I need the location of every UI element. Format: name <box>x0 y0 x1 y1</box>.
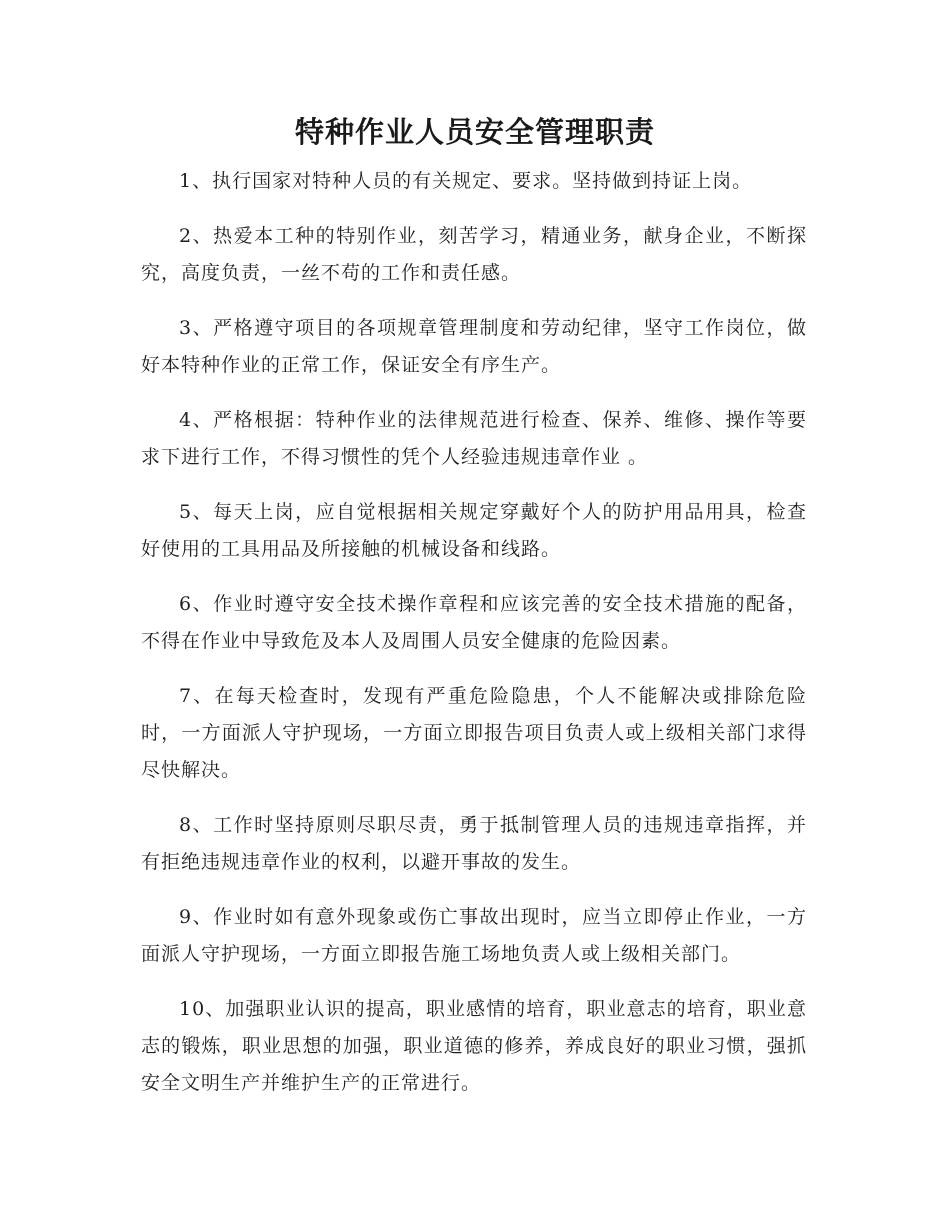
paragraph-3: 3、严格遵守项目的各项规章管理制度和劳动纪律，坚守工作岗位，做好本特种作业的正常工作，保证安全有序生产。 <box>141 317 807 376</box>
paragraph-7: 7、在每天检查时，发现有严重危险隐患，个人不能解决或排除危险时，一方面派人守护现场，一方面立即报告项目负责人或上级相关部门求得尽快解决。 <box>141 685 807 781</box>
paragraph-10: 10、加强职业认识的提高，职业感情的培育，职业意志的培育，职业意志的锻炼，职业思想的加强，职业道德的修养，养成良好的职业习惯，强抓安全文明生产并维护生产的正常进行。 <box>141 998 807 1094</box>
paragraph-6: 6、作业时遵守安全技术操作章程和应该完善的安全技术措施的配备，不得在作业中导致危及本人及周围人员安全健康的危险因素。 <box>141 593 807 652</box>
paragraph-8: 8、工作时坚持原则尽职尽责，勇于抵制管理人员的违规违章指挥，并有拒绝违规违章作业的权利，以避开事故的发生。 <box>141 814 807 873</box>
document-title: 特种作业人员安全管理职责 <box>294 115 655 149</box>
paragraph-1: 1、执行国家对特种人员的有关规定、要求。坚持做到持证上岗。 <box>179 170 753 192</box>
paragraph-5: 5、每天上岗，应自觉根据相关规定穿戴好个人的防护用品用具，检查好使用的工具用品及所接触的机械设备和线路。 <box>141 501 807 560</box>
paragraph-2: 2、热爱本工种的特别作业，刻苦学习，精通业务，献身企业，不断探究，高度负责，一丝不苟的工作和责任感。 <box>141 225 807 284</box>
paragraph-9: 9、作业时如有意外现象或伤亡事故出现时，应当立即停止作业，一方面派人守护现场，一方面立即报告施工场地负责人或上级相关部门。 <box>141 906 807 965</box>
document-body <box>141 163 807 1120</box>
paragraph-4: 4、严格根据：特种作业的法律规范进行检查、保养、维修、操作等要求下进行工作，不得习惯性的凭个人经验违规违章作业 。 <box>141 409 807 468</box>
